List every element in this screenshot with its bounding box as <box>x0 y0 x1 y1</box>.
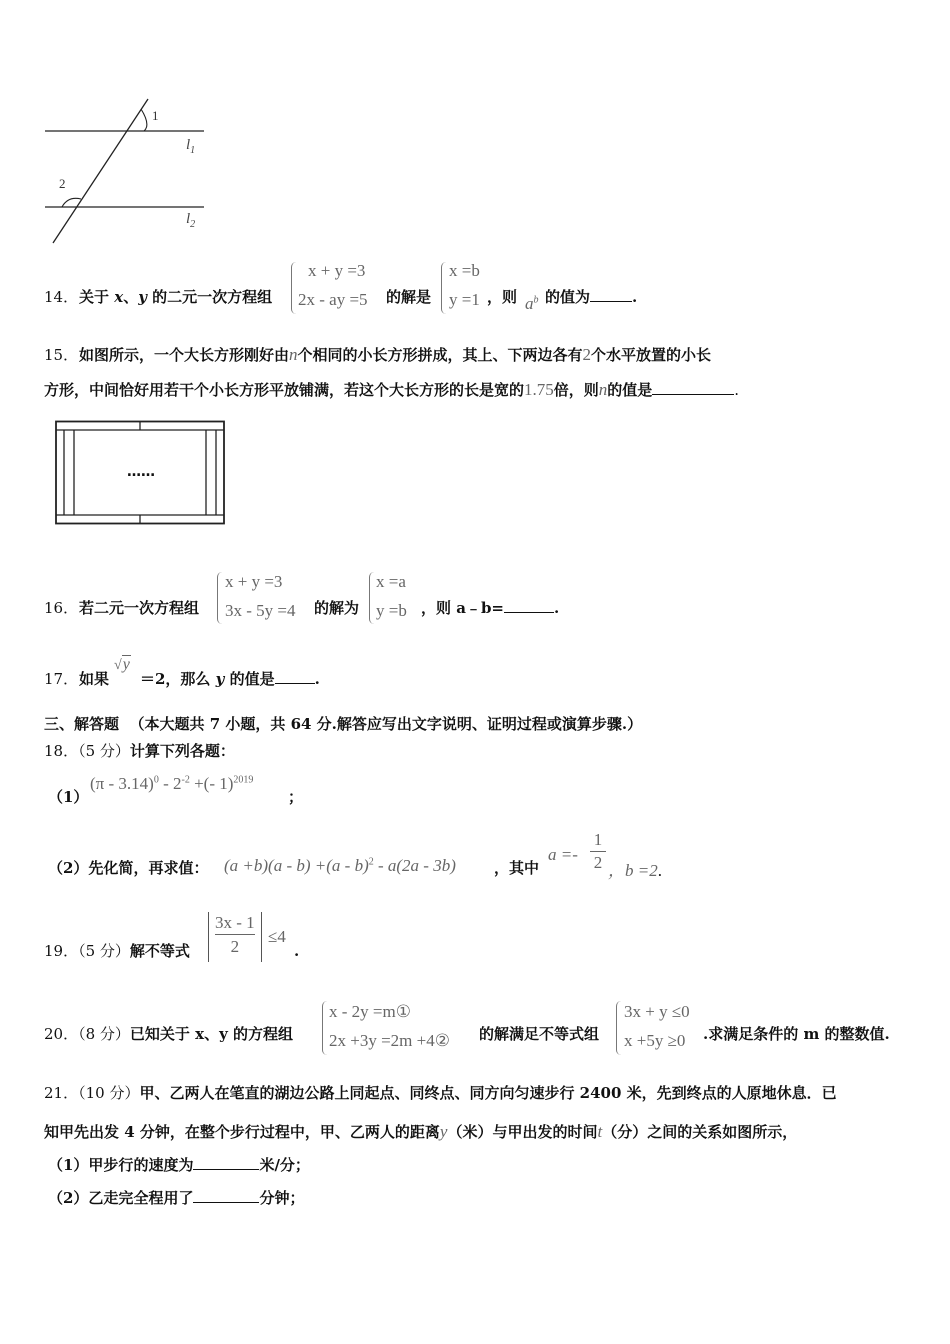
section3-heading: 三、解答题 （本大题共 7 小题，共 64 分.解答应写出文字说明、证明过程或演算步骤.） <box>44 715 643 733</box>
q17-sqrt-y: √y <box>114 656 130 673</box>
q17-answer-blank[interactable] <box>275 669 315 684</box>
q14-eq2: 2x - ay =5 <box>298 290 368 309</box>
q18-fraction: 1 2 <box>590 829 606 874</box>
q15-answer-blank[interactable] <box>652 380 734 395</box>
angle-1-arc <box>141 109 147 131</box>
q16-solution-brace <box>369 572 374 624</box>
line-l1-label: $l_1$ <box>186 137 196 156</box>
ellipsis-dots: …… <box>127 464 155 480</box>
q15-number: 15． <box>44 346 79 364</box>
q14-sol1: x =b <box>449 261 480 280</box>
line-l2-label: $l_2$ <box>186 211 196 230</box>
q16-system-brace <box>217 572 222 624</box>
q18-part1-expr: $(\pi - 3.14)^0 - 2^{-2}$ +(- 1)$^{2019}$ <box>90 774 254 793</box>
q14-text: 关于 x、y 的二元一次方程组 <box>79 288 273 306</box>
q16-answer-blank[interactable] <box>504 598 554 613</box>
q16-text: 若二元一次方程组 <box>79 599 200 617</box>
q19-end: . <box>294 942 300 960</box>
q21-part2: （2）乙走完全程用了 分钟； <box>48 1189 305 1207</box>
q18-part2-label: （2）先化简，再求值： <box>48 859 209 877</box>
q20-system-brace <box>322 1001 327 1055</box>
q20-text-end: .求满足条件的 m 的整数值. <box>703 1025 890 1043</box>
q16-text-solution: 的解为 <box>314 599 360 617</box>
q17-text: ＝2，那么 y 的值是 . <box>140 670 320 688</box>
q16-text-then: ，则 a﹣b= . <box>421 599 560 617</box>
q14-text-then: ，则 <box>487 288 518 306</box>
q14-text-solution: 的解是 <box>386 288 432 306</box>
angle-2-label: 2 <box>59 176 66 191</box>
q14-solution-brace <box>441 262 446 314</box>
q17-text-if: 如果 <box>79 670 110 688</box>
q14-answer-blank[interactable] <box>590 287 632 302</box>
parallel-lines-figure <box>40 95 220 250</box>
q18-part2-text: ，其中 <box>494 859 540 877</box>
q21-line2: 知甲先出发 4 分钟，在整个步行过程中，甲、乙两人的距离y（米）与甲出发的时间t（分）之间的关系如图所示， <box>44 1122 798 1141</box>
q20-ineq2: x +5y ≥0 <box>624 1031 686 1050</box>
q14-text-value: 的值为 . <box>545 288 638 306</box>
q14-eq1: x + y =3 <box>308 261 366 280</box>
q20-ineq1: 3x + y ≤0 <box>624 1002 690 1021</box>
q16-sol2: y =b <box>376 601 407 620</box>
q16-eq1: x + y =3 <box>225 572 283 591</box>
q19-abs-fraction: 3x - 1 2 <box>208 912 262 962</box>
q21-part2-answer-blank[interactable] <box>193 1188 259 1203</box>
rectangle-tiling-figure <box>55 420 227 527</box>
q14-number: 14． <box>44 288 79 306</box>
q21-part1-answer-blank[interactable] <box>193 1155 259 1170</box>
q15-line2: 方形，中间恰好用若干个小长方形平放铺满，若这个大长方形的长是宽的1.75倍，则n的值是 . <box>44 380 740 399</box>
q20-ineq-brace <box>616 1001 621 1055</box>
q18-part1-label: （1） <box>48 788 89 806</box>
transversal-line <box>53 99 148 243</box>
q16-sol1: x =a <box>376 572 406 591</box>
q14-system-brace <box>291 262 296 314</box>
q18-number: 18．（5 分）计算下列各题： <box>44 742 235 760</box>
angle-1-label: 1 <box>152 108 159 123</box>
q18-part2-expr: (a +b)(a - b) +(a - b)$^2$ - a(2a - 3b) <box>224 856 456 875</box>
q18-part2-a-value: a =- <box>548 845 578 864</box>
q14-sol2: y =1 <box>449 290 480 309</box>
q19-relation: ≤4 <box>268 927 286 946</box>
q20-eq1: x - 2y =m① <box>329 1002 411 1021</box>
q18-part1-end: ； <box>288 788 304 806</box>
q14-power-expr: $a^b$ <box>525 294 539 313</box>
q16-number: 16． <box>44 599 79 617</box>
q18-part2-b-value: ，b =2. <box>608 861 662 880</box>
q15-line1: 如图所示，一个大长方形刚好由n个相同的小长方形拼成，其上、下两边各有2个水平放置的小长 <box>79 345 712 364</box>
q21-part1: （1）甲步行的速度为 米/分； <box>48 1156 310 1174</box>
q20-eq2: 2x +3y =2m +4② <box>329 1031 450 1050</box>
q21-line1: 21．（10 分）甲、乙两人在笔直的湖边公路上同起点、同终点、同方向匀速步行 2400 米，先到终点的人原地休息．已 <box>44 1084 837 1102</box>
q19-text: 19．（5 分）解不等式 <box>44 942 190 960</box>
q17-number: 17． <box>44 670 79 688</box>
q20-text-ineq: 的解满足不等式组 <box>479 1025 600 1043</box>
q16-eq2: 3x - 5y =4 <box>225 601 296 620</box>
q20-text: 20．（8 分）已知关于 x、y 的方程组 <box>44 1025 294 1043</box>
